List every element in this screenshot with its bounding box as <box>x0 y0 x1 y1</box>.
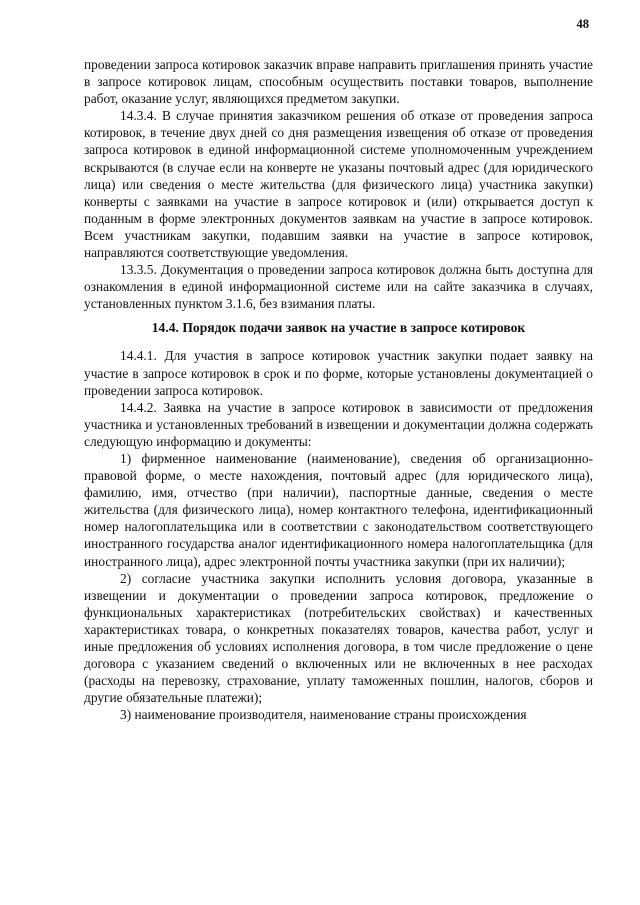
paragraph-continuation: проведении запроса котировок заказчик вправе направить приглашения принять участие в запросе котировок лицам, способным осуществить поставки товаров, выполнение работ, оказание услуг, являющихся предметом закупки. <box>84 57 593 107</box>
paragraph-14-4-1: 14.4.1. Для участия в запросе котировок участник закупки подает заявку на участие в запросе котировок в срок и по форме, которые установлены документацией о проведении запроса котировок. <box>84 348 593 398</box>
list-item-2: 2) согласие участника закупки исполнить условия договора, указанные в извещении и документации о проведении запроса котировок, предложение о функциональных характеристиках (потребительских свойствах) и качественных характеристиках товара, о конкретных показателях товаров, качества работ, услуг и иные предложения об условиях исполнения договора, в том числе предложение о цене договора с указанием сведений о включенных или не включенных в нее расходах (расходы на перевозку, страхование, уплату таможенных пошлин, налогов, сборов и другие обязательные платежи); <box>84 570 593 706</box>
list-item-3: 3) наименование производителя, наименование страны происхождения <box>120 707 527 723</box>
section-heading: 14.4. Порядок подачи заявок на участие в запросе котировок <box>151 320 526 336</box>
paragraph-14-4-2: 14.4.2. Заявка на участие в запросе котировок в зависимости от предложения участника и установленных требований в извещении и документации должна содержать следующую информацию и документы: <box>84 399 593 449</box>
list-item-1: 1) фирменное наименование (наименование), сведения об организационно-правовой форме, о месте нахождения, почтовый адрес (для юридического лица), фамилию, имя, отчество (при наличии), паспортные данные, сведения о месте жительства (для физического лица), номер контактного телефона, идентификационный номер налогоплательщика или в соответствии с законодательством соответствующего иностранного государства аналог идентификационного номера налогоплательщика (для иностранного лица), адрес электронной почты участника закупки (при их наличии); <box>84 450 593 569</box>
page-number: 48 <box>576 17 589 31</box>
paragraph-13-3-5: 13.3.5. Документация о проведении запроса котировок должна быть доступна для ознакомления в единой информационной системе или на сайте заказчика в случаях, установленных пунктом 3.1.6, без взимания платы. <box>84 262 593 312</box>
paragraph-14-3-4: 14.3.4. В случае принятия заказчиком решения об отказе от проведения запроса котировок, в течение двух дней со дня размещения извещения об отказе от проведения запроса котировок в единой информационной системе уполномоченным учреждением вскрываются (в случае если на конверте не указаны почтовый адрес (для юридического лица) или сведения о месте жительства (для физического лица) участника закупки) конверты с заявками на участие в запросе котировок и (или) открывается доступ к поданным в форме электронных документов заявкам на участие в запросе котировок. Всем участникам закупки, подавшим заявки на участие в запросе котировок, направляются соответствующие уведомления. <box>84 108 593 261</box>
document-body <box>84 56 593 723</box>
